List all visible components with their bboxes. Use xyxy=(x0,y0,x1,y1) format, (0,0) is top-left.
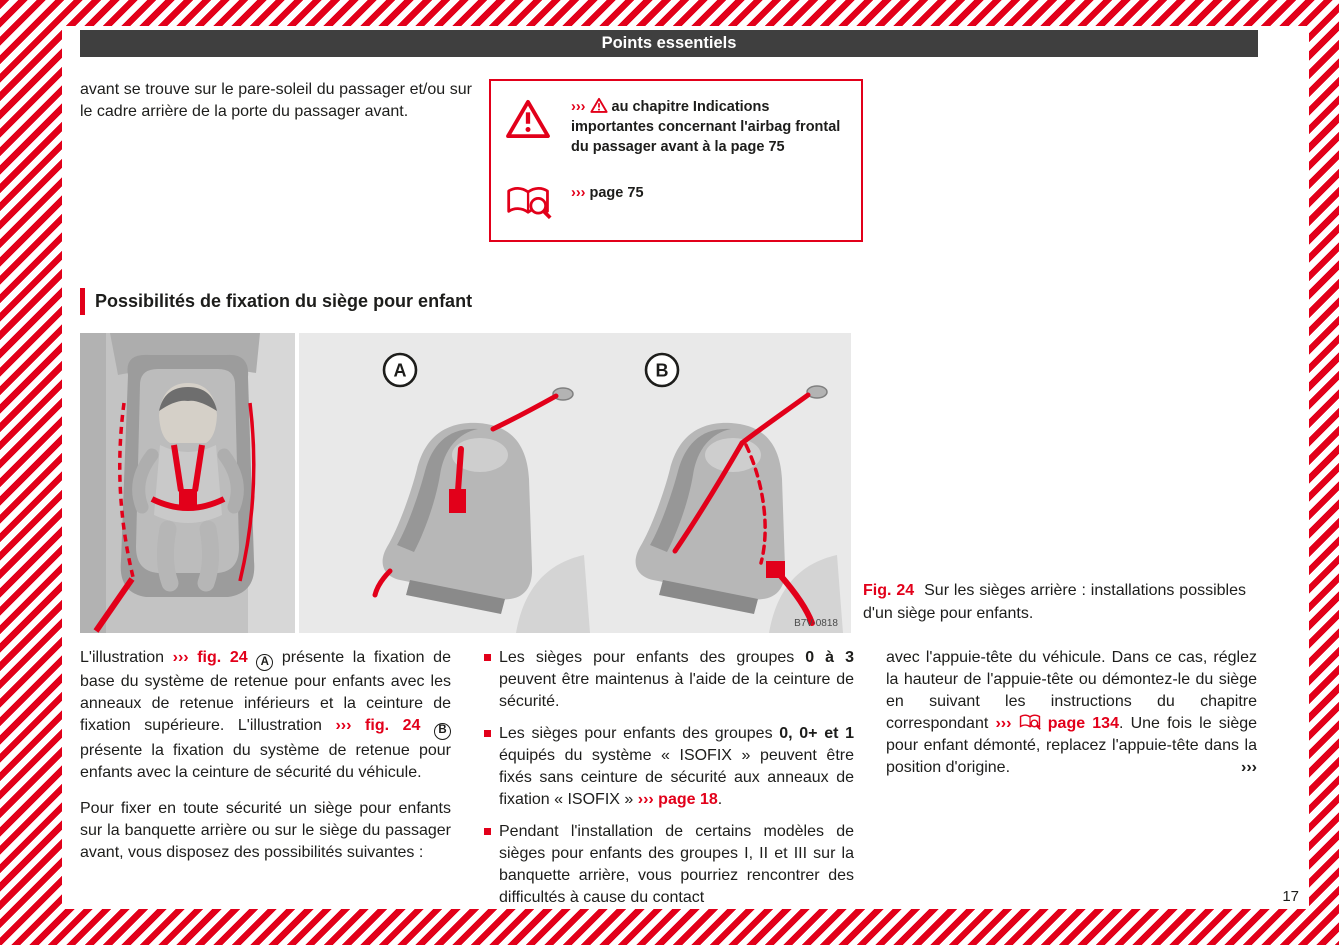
bullet-item: Les sièges pour enfants des groupes 0, 0+ et 1 équipés du système « ISOFIX » peuvent être fixés sans ceinture de sécurité aux anneaux de fixation « ISOFIX » ››› page 18. xyxy=(483,723,854,811)
page-content xyxy=(80,30,1258,909)
warning-box-page-ref: ››› page 75 xyxy=(571,185,644,201)
manual-lookup-book-icon xyxy=(505,183,571,226)
body-paragraph: L'illustration ››› fig. 24 A présente la fixation de base du système de retenue pour enfants avec les anneaux de retenue inférieurs et la ceinture de fixation supérieure. L'illustration ››› fig. 24 B présente la fixation du système de retenue pour enfants avec la ceinture de sécurité du véhicule. xyxy=(80,649,451,781)
body-columns xyxy=(80,647,1258,909)
figure-caption: Fig. 24 Sur les sièges arrière : installations possibles d'un siège pour enfants. xyxy=(863,582,1246,622)
warning-box-text: ››› au chapitre Indications importantes concernant l'airbag frontal du passager avant à la page 75 xyxy=(571,99,841,155)
bullet-item: Les sièges pour enfants des groupes 0 à 3 peuvent être maintenus à l'aide de la ceinture de sécurité. xyxy=(483,647,854,713)
book-icon xyxy=(1019,713,1041,735)
bullet-item: Pendant l'installation de certains modèles de sièges pour enfants des groupes I, II et III sur la banquette arrière, vous pourriez rencontrer des difficultés à cause du contact xyxy=(483,821,854,909)
top-section xyxy=(80,79,1258,242)
page-header-bar xyxy=(80,30,1258,57)
warning-triangle-icon xyxy=(505,97,571,144)
figure-24 xyxy=(80,333,1258,633)
warning-icon xyxy=(590,97,608,117)
figure-code: B7V-0818 xyxy=(794,618,838,629)
column-2 xyxy=(483,647,854,909)
column-1 xyxy=(80,647,451,909)
body-paragraph: avec l'appuie-tête du véhicule. Dans ce cas, réglez la hauteur de l'appuie-tête ou démontez-le du siège en suivant les instructions du chapitre correspondant ››› page 134. Une fois le siège pour enfant démonté, replacez l'appuie-tête dans la position d'origine. ››› xyxy=(886,649,1258,776)
column-3 xyxy=(886,647,1257,909)
manual-page xyxy=(62,26,1309,909)
intro-paragraph: avant se trouve sur le pare-soleil du passager et/ou sur le cadre arrière de la porte du passager avant. xyxy=(80,81,472,120)
figure-label-b: B xyxy=(655,360,669,381)
body-paragraph: Pour fixer en toute sécurité un siège pour enfants sur la banquette arrière ou sur le siège du passager avant, vous disposez des possibilités suivantes : xyxy=(80,799,451,861)
bullet-list xyxy=(483,647,854,909)
figure-illustration xyxy=(80,333,851,633)
warning-box xyxy=(489,79,863,242)
page-header-title: Points essentiels xyxy=(601,34,737,52)
page-number: 17 xyxy=(1282,888,1299,905)
figure-label-a: A xyxy=(393,360,407,381)
section-heading: Possibilités de fixation du siège pour enfant xyxy=(80,288,1258,315)
